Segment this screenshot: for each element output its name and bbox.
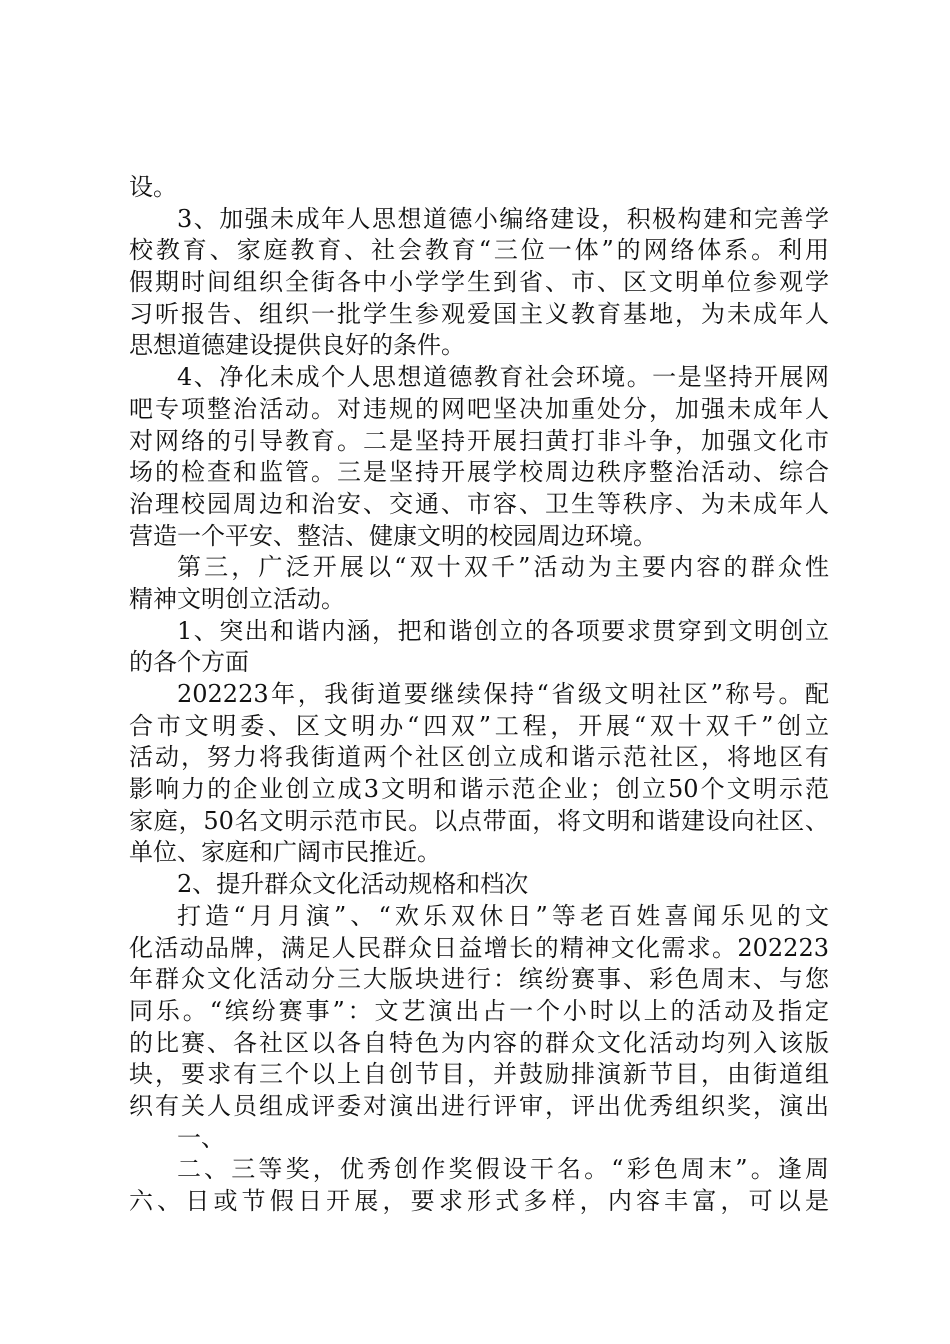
- text-line: 块，要求有三个以上自创节目，并鼓励排演新节目，由街道组: [129, 1060, 829, 1089]
- text-line: 打造“月月演”、“欢乐双休日”等老百姓喜闻乐见的文: [177, 901, 829, 930]
- text-line: 吧专项整治活动。对违规的网吧坚决加重处分，加强未成年人: [129, 394, 829, 423]
- text-line: 1、突出和谐内涵，把和谐创立的各项要求贯穿到文明创立: [177, 616, 829, 645]
- text-line: 单位、家庭和广阔市民推近。: [129, 838, 441, 867]
- text-line: 一、: [177, 1123, 225, 1152]
- text-line: 治理校园周边和治安、交通、市容、卫生等秩序、为未成年人: [129, 489, 829, 518]
- text-line: 假期时间组织全街各中小学学生到省、市、区文明单位参观学: [129, 268, 829, 297]
- text-line: 营造一个平安、整洁、健康文明的校园周边环境。: [129, 521, 657, 550]
- text-line: 家庭，50名文明示范市民。以点带面，将文明和谐建设向社区、: [129, 806, 829, 835]
- text-line: 同乐。“缤纷赛事”：文艺演出占一个小时以上的活动及指定: [129, 996, 829, 1025]
- text-line: 二、三等奖，优秀创作奖假设干名。“彩色周末”。逢周: [177, 1155, 829, 1184]
- text-line: 织有关人员组成评委对演出进行评审，评出优秀组织奖，演出: [129, 1091, 829, 1120]
- text-line: 六、日或节假日开展，要求形式多样，内容丰富，可以是: [129, 1187, 829, 1215]
- text-line: 202223年，我街道要继续保持“省级文明社区”称号。配: [177, 680, 829, 708]
- text-line: 合市文明委、区文明办“四双”工程，开展“双十双千”创立: [129, 711, 829, 740]
- text-line: 4、净化未成个人思想道德教育社会环境。一是坚持开展网: [177, 363, 829, 392]
- text-line: 活动，努力将我街道两个社区创立成和谐示范社区，将地区有: [129, 743, 829, 772]
- text-line: 设。: [129, 173, 177, 201]
- text-line: 2、提升群众文化活动规格和档次: [177, 870, 529, 899]
- text-line: 校教育、家庭教育、社会教育“三位一体”的网络体系。利用: [129, 236, 829, 265]
- text-line: 习听报告、组织一批学生参观爱国主义教育基地，为未成年人: [129, 299, 829, 328]
- text-line: 思想道德建设提供良好的条件。: [129, 331, 465, 360]
- text-line: 3、加强未成年人思想道德小编络建设，积极构建和完善学: [177, 204, 829, 233]
- text-line: 对网络的引导教育。二是坚持开展扫黄打非斗争，加强文化市: [129, 426, 829, 455]
- text-line: 的各个方面: [129, 648, 249, 677]
- text-line: 精神文明创立活动。: [129, 584, 345, 613]
- text-line: 年群众文化活动分三大版块进行：缤纷赛事、彩色周末、与您: [129, 965, 829, 994]
- document-body: [129, 172, 829, 1218]
- text-line: 化活动品牌，满足人民群众日益增长的精神文化需求。202223: [129, 933, 829, 962]
- text-line: 场的检查和监管。三是坚持开展学校周边秩序整治活动、综合: [129, 458, 829, 487]
- text-line: 影响力的企业创立成3文明和谐示范企业；创立50个文明示范: [129, 775, 829, 804]
- text-line: 的比赛、各社区以各自特色为内容的群众文化活动均列入该版: [129, 1028, 829, 1057]
- text-line: 第三，广泛开展以“双十双千”活动为主要内容的群众性: [177, 553, 829, 582]
